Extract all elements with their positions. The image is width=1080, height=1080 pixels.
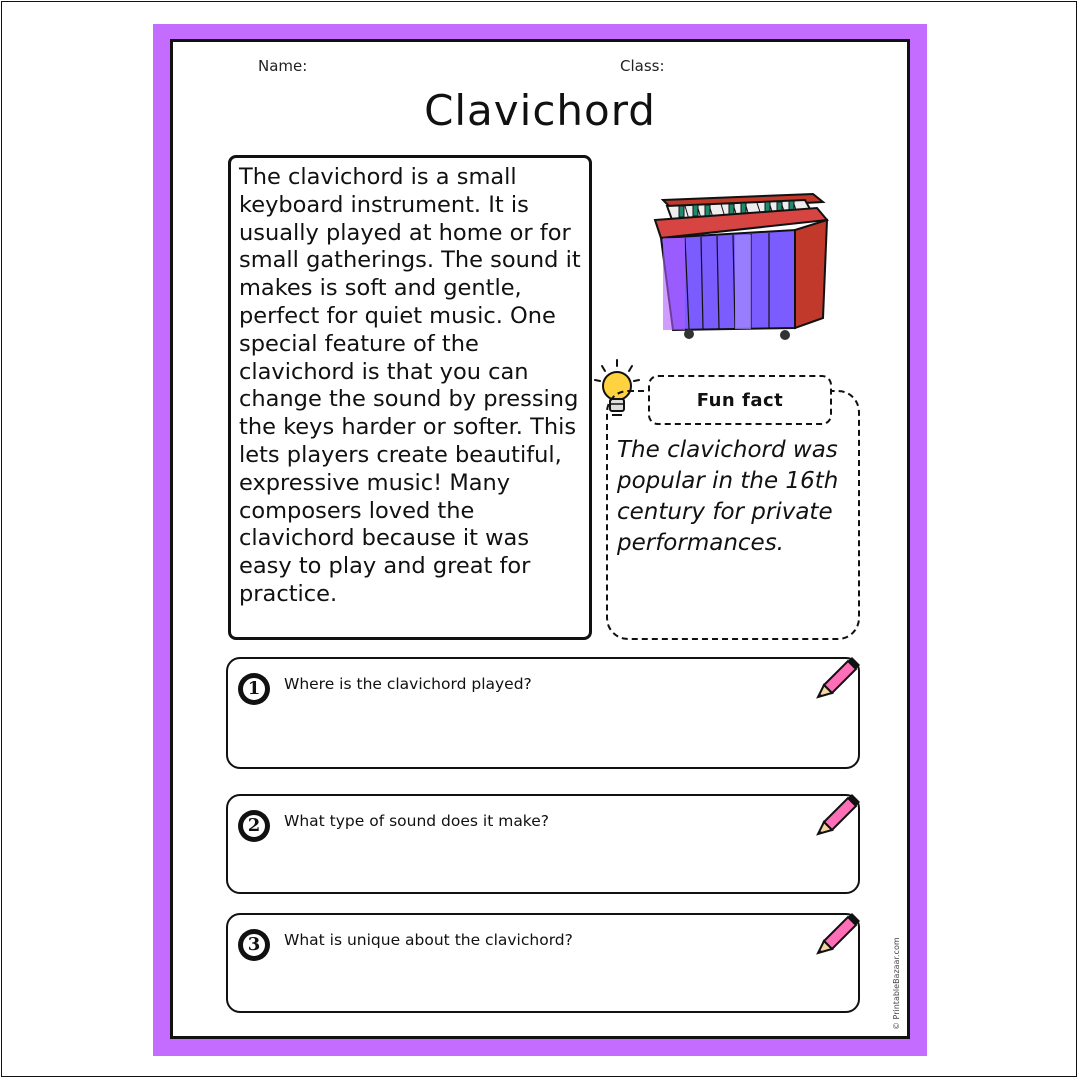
clavichord-illustration (645, 190, 830, 345)
reading-passage: The clavichord is a small keyboard instrument. It is usually played at home or for small gatherings. The sound it makes is soft and gentle, perfect for quiet music. One special feature of the clavichord is that you can change the sound by pressing the keys harder or softer. This lets players create beautiful, expressive music! Many composers loved the clavichord because it was easy to play and great for practice. (228, 155, 592, 640)
question-number-badge (238, 673, 270, 705)
question-box-1[interactable] (226, 657, 860, 769)
pencil-icon (810, 788, 862, 836)
question-box-2[interactable] (226, 794, 860, 894)
credit-text: © PrintableBazaar.com (892, 937, 901, 1030)
pencil-icon (810, 651, 862, 699)
fun-fact-text: The clavichord was popular in the 16th century for private performances. (617, 437, 839, 556)
fun-fact-label: Fun fact (648, 375, 832, 425)
question-number-badge (238, 929, 270, 961)
question-box-3[interactable] (226, 913, 860, 1013)
question-number: 3 (241, 932, 267, 958)
question-number: 2 (241, 813, 267, 839)
page-title: Clavichord (424, 86, 656, 135)
question-number: 1 (241, 676, 267, 702)
question-text: Where is the clavichord played? (284, 675, 532, 693)
question-number-badge (238, 810, 270, 842)
pencil-icon (810, 907, 862, 955)
class-label: Class: (620, 57, 665, 75)
name-label: Name: (258, 57, 308, 75)
question-text: What type of sound does it make? (284, 812, 549, 830)
question-text: What is unique about the clavichord? (284, 931, 573, 949)
